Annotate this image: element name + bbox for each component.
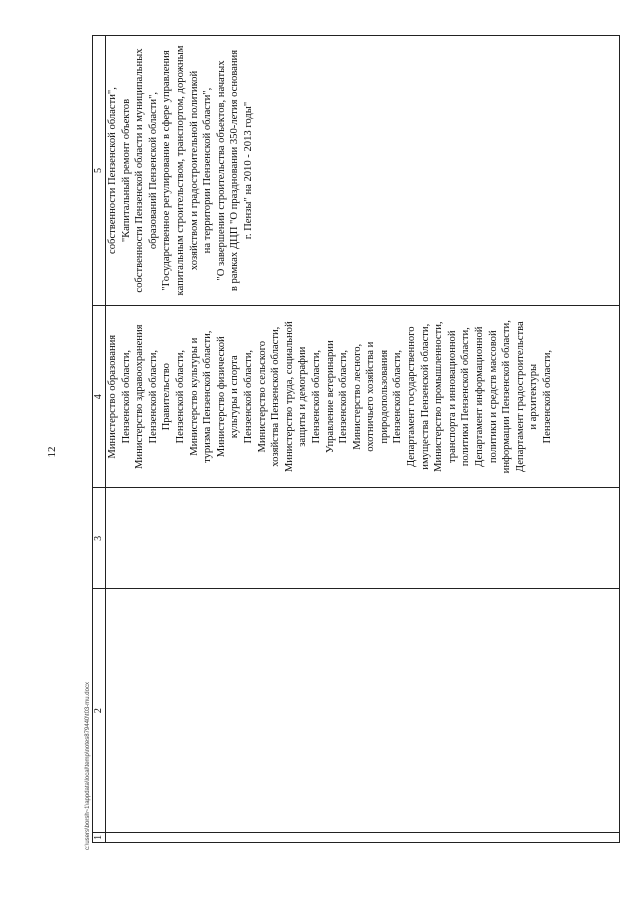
responsible-executor-line: Министерство труда, социальной	[283, 321, 295, 473]
table-header-row	[93, 36, 106, 843]
program-name-line: хозяйством и градостроительной политикой	[188, 70, 200, 271]
cell-col-5	[106, 36, 620, 306]
responsible-executor-line: Пензенской области,	[542, 349, 553, 444]
responsible-executor-line: природопользования	[378, 349, 390, 444]
responsible-executor-line: имущества Пензенской области,	[419, 323, 431, 470]
responsible-executor-line: политики и средств массовой	[487, 330, 499, 464]
responsible-executor-line: Пензенской области,	[174, 349, 186, 444]
responsible-executor-line: охотничьего хозяйства и	[365, 341, 377, 452]
responsible-executor-line: транспорта и инновационной	[446, 330, 458, 463]
program-name-line: "О завершении строительства объектов, начатых	[215, 60, 227, 281]
cell-col-4	[106, 306, 620, 488]
responsible-executor-line: Пензенской области,	[338, 349, 350, 444]
program-name-line: "Капитальный ремонт объектов	[120, 98, 132, 243]
responsible-executor-line: политики Пензенской области,	[460, 327, 472, 467]
header-col-4: 4	[93, 306, 106, 488]
responsible-executor-line: Пензенской области,	[120, 349, 132, 444]
responsible-executor-line: Управление ветеринарии	[324, 340, 336, 454]
responsible-executor-line: Департамент государственного	[406, 326, 418, 468]
footer-file-path-text: c:\users\borsh~1\appdata\local\temp\notes879440\t03-mu.docx	[85, 682, 91, 850]
cell-col-1	[106, 832, 620, 842]
program-name-line: на территории Пензенской области",	[202, 87, 214, 254]
program-name-line: собственности Пензенской области и муниципальных	[134, 48, 146, 293]
header-col-2: 2	[93, 589, 106, 833]
program-name-line: капитальным строительством, транспортом, дорожным	[174, 45, 186, 296]
responsible-executor-line: Министерство образования	[107, 334, 118, 459]
table-row	[106, 36, 620, 843]
program-name-line: образований Пензенской области",	[147, 91, 159, 250]
program-name-line: "Государственное регулирование в сфере управления	[161, 50, 173, 291]
responsible-executor-line: Пензенской области,	[310, 349, 322, 444]
responsible-executor-line: культуры и спорта	[229, 355, 241, 439]
responsible-executor-line: Департамент градостроительства	[514, 321, 526, 473]
header-col-1: 1	[93, 832, 106, 842]
program-name-line: собственности Пензенской области",	[107, 87, 118, 254]
responsible-executor-line: защиты и демографии	[297, 346, 309, 447]
responsible-executor-line: Министерство промышленности,	[433, 321, 445, 473]
responsible-executor-line: хозяйства Пензенской области,	[270, 326, 282, 467]
responsible-executor-line: Министерство лесного,	[351, 343, 363, 450]
program-name-line: г. Пензы" на 2010 - 2013 годы"	[242, 101, 254, 240]
responsible-executor-line: Пензенской области,	[147, 349, 159, 444]
program-table	[92, 35, 620, 843]
responsible-executor-line: информации Пензенской области,	[501, 320, 513, 474]
rotated-page-content	[92, 35, 620, 843]
page-number: 12	[46, 446, 58, 458]
responsible-executor-line: Министерство физической	[215, 336, 227, 458]
responsible-executor-line: Министерство культуры и	[188, 337, 200, 456]
responsible-executor-line: Министерство здравоохранения	[134, 324, 146, 469]
responsible-executor-line: и архитектуры	[528, 363, 540, 430]
header-col-5: 5	[93, 36, 106, 306]
program-name-line: в рамках ДЦП "О праздновании 350-летия основания	[229, 49, 241, 292]
cell-col-2	[106, 589, 620, 833]
cell-col-3	[106, 488, 620, 589]
header-col-3: 3	[93, 488, 106, 589]
responsible-executor-line: Департамент информационной	[474, 326, 486, 467]
responsible-executor-line: Правительство	[161, 363, 173, 431]
responsible-executor-line: туризма Пензенской области,	[202, 330, 214, 463]
responsible-executor-line: Пензенской области,	[392, 349, 404, 444]
responsible-executor-line: Пензенской области,	[242, 349, 254, 444]
responsible-executor-line: Министерство сельского	[256, 340, 268, 453]
